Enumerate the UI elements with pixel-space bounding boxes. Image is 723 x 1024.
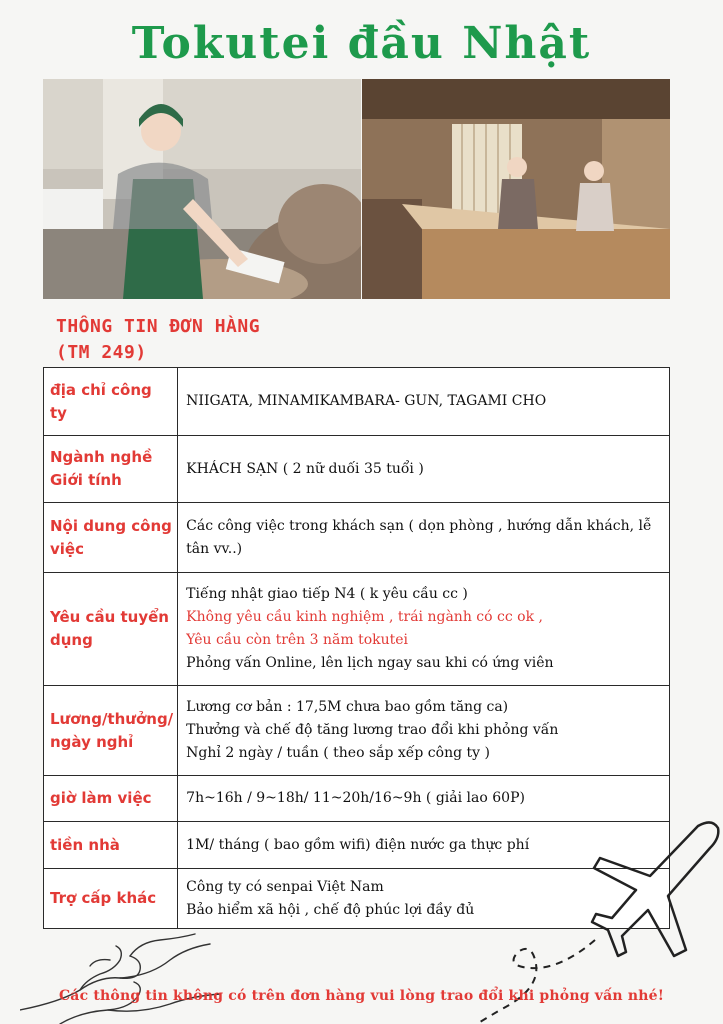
row-label: Ngành nghề Giới tính [44, 436, 178, 503]
value-line: Thưởng và chế độ tăng lương trao đổi khi phỏng vấn [186, 722, 559, 738]
row-value [178, 776, 670, 822]
value-line: 1M/ tháng ( bao gồm wifi) điện nước ga thực phí [186, 836, 530, 853]
row-label: tiền nhà [44, 822, 178, 869]
value-line: Các công việc trong khách sạn ( dọn phòng , hướng dẫn khách, lễ tân vv..) [186, 517, 652, 557]
page-title: Tokutei đầu Nhật [131, 18, 592, 69]
value-line: Phỏng vấn Online, lên lịch ngay sau khi có ứng viên [186, 655, 554, 671]
row-label: địa chỉ công ty [44, 368, 178, 436]
table-row [44, 503, 670, 573]
flight-path-icon [470, 930, 600, 1024]
value-line: NIIGATA, MINAMIKAMBARA- GUN, TAGAMI CHO [186, 393, 547, 409]
footer-note: Các thông tin không có trên đơn hàng vui lòng trao đổi khi phỏng vấn nhé! [58, 988, 665, 1004]
value-line: Công ty có senpai Việt Nam [186, 878, 384, 895]
value-line: Không yêu cầu kinh nghiệm , trái ngành có cc ok , [186, 609, 543, 625]
row-label: Yêu cầu tuyển dụng [44, 573, 178, 686]
value-line: Bảo hiểm xã hội , chế độ phúc lợi đầy đủ [186, 901, 475, 918]
value-line: Yêu cầu còn trên 3 năm tokutei [186, 632, 409, 648]
value-line: Nghỉ 2 ngày / tuần ( theo sắp xếp công ty ) [186, 745, 490, 761]
row-label: Nội dung công việc [44, 503, 178, 573]
value-line: Tiếng nhật giao tiếp N4 ( k yêu cầu cc ) [186, 586, 468, 602]
table-row [44, 436, 670, 503]
table-row [44, 822, 670, 869]
table-row [44, 776, 670, 822]
table-row [44, 368, 670, 436]
value-line: 7h~16h / 9~18h/ 11~20h/16~9h ( giải lao 60P) [186, 790, 525, 806]
row-value [178, 368, 670, 436]
value-line: KHÁCH SẠN ( 2 nữ duối 35 tuổi ) [186, 460, 424, 477]
row-label: Lương/thưởng/ ngày nghỉ [44, 686, 178, 776]
row-value [178, 503, 670, 573]
holding-hands-sketch [20, 930, 220, 1024]
airplane-icon [590, 818, 723, 958]
order-info-table [43, 367, 670, 929]
row-value [178, 573, 670, 686]
order-info-title: THÔNG TIN ĐƠN HÀNG [56, 316, 261, 337]
table-row [44, 686, 670, 776]
value-line: Lương cơ bản : 17,5M chưa bao gồm tăng ca) [186, 699, 509, 715]
table-row [44, 869, 670, 929]
row-value [178, 686, 670, 776]
hotel-reception-photo [362, 79, 670, 299]
order-info-heading [56, 314, 260, 366]
table-row [44, 573, 670, 686]
row-label: Trợ cấp khác [44, 869, 178, 929]
hotel-cleaning-staff-photo [43, 79, 361, 299]
order-code: (TM 249) [56, 342, 147, 363]
row-label: giờ làm việc [44, 776, 178, 822]
row-value [178, 436, 670, 503]
